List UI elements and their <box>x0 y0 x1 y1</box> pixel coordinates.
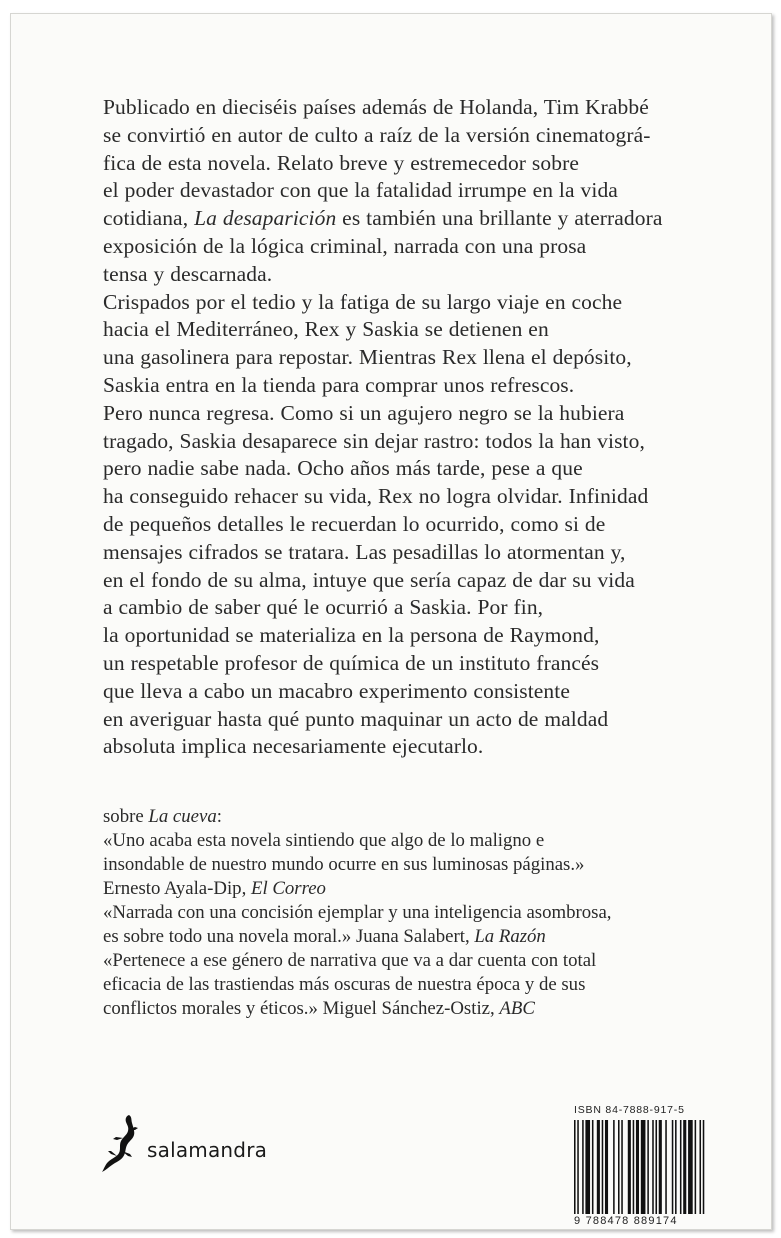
text-segment: eficacia de las trastiendas más oscuras de nuestra época y de sus <box>103 974 586 995</box>
title-italic: La cueva <box>148 806 217 827</box>
synopsis-line <box>103 706 743 734</box>
quote-line <box>103 949 743 973</box>
quote-line <box>103 805 743 829</box>
barcode-bar <box>641 1120 646 1214</box>
quote-line <box>103 901 743 925</box>
isbn-label: ISBN 84-7888-917-5 <box>574 1104 685 1116</box>
synopsis-line <box>103 428 743 456</box>
isbn-barcode <box>574 1104 706 1229</box>
barcode-bar <box>659 1120 662 1214</box>
synopsis-line <box>103 678 743 706</box>
synopsis-line <box>103 233 743 261</box>
synopsis-line <box>103 483 743 511</box>
quote-line <box>103 877 743 901</box>
text-segment: se convirtió en autor de culto a raíz de la versión cinematográ- <box>103 122 651 147</box>
text-segment: la oportunidad se materializa en la persona de Raymond, <box>103 623 600 648</box>
synopsis-line <box>103 372 743 400</box>
synopsis-line <box>103 205 743 233</box>
synopsis-line <box>103 122 743 150</box>
barcode-bar <box>577 1120 579 1214</box>
text-segment: conflictos morales y éticos.» Miguel Sánchez-Ostiz, <box>103 998 500 1019</box>
barcode-bar <box>665 1120 667 1214</box>
synopsis-line <box>103 622 743 650</box>
barcode-bar <box>605 1120 608 1214</box>
text-segment: es sobre todo una novela moral.» Juana Salabert, <box>103 926 475 947</box>
quote-line <box>103 997 743 1021</box>
synopsis-text <box>103 94 743 761</box>
text-segment: pero nadie sabe nada. Ocho años más tarde, pese a que <box>103 456 583 481</box>
title-italic: ABC <box>499 998 535 1019</box>
text-segment: es también una brillante y aterradora <box>336 206 663 231</box>
barcode-bar <box>597 1120 600 1214</box>
text-segment: una gasolinera para repostar. Mientras Rex llena el depósito, <box>103 345 632 370</box>
text-segment: sobre <box>103 806 149 827</box>
barcode-bar <box>592 1120 594 1214</box>
text-segment: cotidiana, <box>103 206 195 231</box>
barcode-bar <box>636 1120 639 1214</box>
title-italic: El Correo <box>250 878 326 899</box>
barcode-bar <box>680 1120 682 1214</box>
salamander-icon <box>99 1113 147 1175</box>
barcode-bar <box>582 1120 584 1214</box>
synopsis-line <box>103 261 743 289</box>
text-segment: el poder devastador con que la fatalidad irrumpe en la vida <box>103 178 618 203</box>
text-segment: «Pertenece a ese género de narrativa que va a dar cuenta con total <box>103 950 597 971</box>
synopsis-line <box>103 344 743 372</box>
text-segment: exposición de la lógica criminal, narrada con una prosa <box>103 233 587 258</box>
text-segment: Crispados por el tedio y la fatiga de su largo viaje en coche <box>103 289 623 314</box>
synopsis-line <box>103 567 743 595</box>
barcode-bar <box>618 1120 620 1214</box>
text-segment: en averiguar hasta qué punto maquinar un acto de maldad <box>103 706 609 731</box>
text-segment: «Uno acaba esta novela sintiendo que algo de lo maligno e <box>103 830 545 851</box>
text-segment: de pequeños detalles le recuerdan lo ocurrido, como si de <box>103 511 606 536</box>
text-segment: : <box>216 806 222 827</box>
quote-line <box>103 829 743 853</box>
text-segment: Ernesto Ayala-Dip, <box>103 878 251 899</box>
synopsis-line <box>103 400 743 428</box>
title-italic: La desaparición <box>194 206 337 231</box>
barcode-bar <box>613 1120 615 1214</box>
barcode-bar <box>621 1120 623 1214</box>
barcode-bar <box>602 1120 604 1214</box>
press-quotes <box>103 805 743 1021</box>
barcode-bar <box>574 1120 576 1214</box>
barcode-bar <box>652 1120 654 1214</box>
publisher-name: salamandra <box>147 1138 268 1162</box>
synopsis-line <box>103 650 743 678</box>
barcode-bar <box>683 1120 686 1214</box>
barcode-bar <box>688 1120 693 1214</box>
quote-line <box>103 853 743 877</box>
synopsis-line <box>103 94 743 122</box>
text-segment: tragado, Saskia desaparece sin dejar rastro: todos la han visto, <box>103 428 645 453</box>
synopsis-line <box>103 539 743 567</box>
publisher-logo <box>99 1113 309 1173</box>
synopsis-line <box>103 289 743 317</box>
barcode-bar <box>703 1120 705 1214</box>
synopsis-line <box>103 733 743 761</box>
text-segment: ha conseguido rehacer su vida, Rex no logra olvidar. Infinidad <box>103 484 649 509</box>
text-segment: mensajes cifrados se tratara. Las pesadillas lo atormentan y, <box>103 539 626 564</box>
text-segment: insondable de nuestro mundo ocurre en sus luminosas páginas.» <box>103 854 585 875</box>
barcode-bar <box>675 1120 677 1214</box>
barcode-bar <box>647 1120 649 1214</box>
barcode-bar <box>633 1120 635 1214</box>
back-cover <box>10 13 772 1230</box>
title-italic: La Razón <box>474 926 546 947</box>
text-segment: a cambio de saber qué le ocurrió a Saskia. Por fin, <box>103 595 544 620</box>
quote-line <box>103 973 743 997</box>
text-segment: hacia el Mediterráneo, Rex y Saskia se detienen en <box>103 317 549 342</box>
synopsis-line <box>103 455 743 483</box>
text-segment: un respetable profesor de química de un instituto francés <box>103 650 600 675</box>
quote-line <box>103 925 743 949</box>
synopsis-line <box>103 177 743 205</box>
text-segment: tensa y descarnada. <box>103 261 273 286</box>
text-segment: «Narrada con una concisión ejemplar y una inteligencia asombrosa, <box>103 902 612 923</box>
text-segment: absoluta implica necesariamente ejecutarlo. <box>103 734 484 759</box>
synopsis-line <box>103 511 743 539</box>
synopsis-line <box>103 150 743 178</box>
text-segment: en el fondo de su alma, intuye que sería capaz de dar su vida <box>103 567 635 592</box>
synopsis-line <box>103 594 743 622</box>
ean-digits: 9 788478 889174 <box>574 1215 678 1227</box>
text-segment: que lleva a cabo un macabro experimento consistente <box>103 678 570 703</box>
barcode-bar <box>699 1120 701 1214</box>
barcode-bar <box>655 1120 657 1214</box>
text-segment: Saskia entra en la tienda para comprar unos refrescos. <box>103 372 575 397</box>
barcode-bars <box>574 1120 706 1214</box>
barcode-bar <box>585 1120 590 1214</box>
synopsis-line <box>103 316 743 344</box>
barcode-bar <box>628 1120 631 1214</box>
text-segment: Publicado en dieciséis países además de Holanda, Tim Krabbé <box>103 95 649 119</box>
text-segment: Pero nunca regresa. Como si un agujero negro se la hubiera <box>103 400 625 425</box>
barcode-bar <box>672 1120 674 1214</box>
barcode-bar <box>695 1120 697 1214</box>
text-segment: fica de esta novela. Relato breve y estremecedor sobre <box>103 150 580 175</box>
